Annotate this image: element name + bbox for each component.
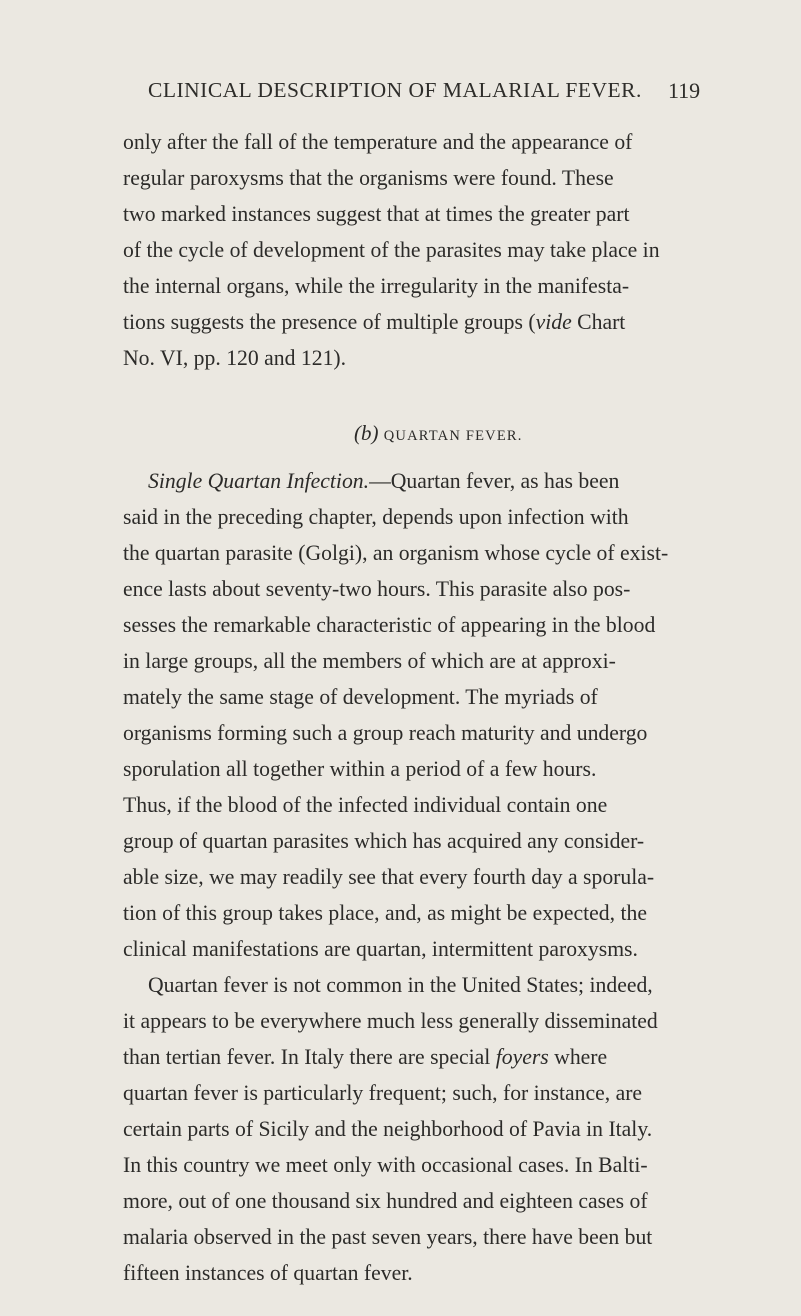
italic-lead: Single Quartan Infection. [148, 469, 370, 493]
text-segment: than tertian fever. In Italy there are special [123, 1045, 496, 1069]
text-line: In this country we meet only with occasional cases. In Balti- [123, 1153, 648, 1177]
text-line: mately the same stage of development. The myriads of [123, 685, 598, 709]
text-segment: —Quartan fever, as has been [369, 469, 620, 493]
text-line: clinical manifestations are quartan, intermittent paroxysms. [123, 937, 638, 961]
text-line: fifteen instances of quartan fever. [123, 1261, 413, 1285]
text-line: only after the fall of the temperature and the appearance of [123, 130, 633, 154]
text-line: quartan fever is particularly frequent; such, for instance, are [123, 1081, 643, 1105]
italic-text: vide [535, 310, 572, 334]
text-line: malaria observed in the past seven years, there have been but [123, 1225, 653, 1249]
text-line: sporulation all together within a period of a few hours. [123, 757, 597, 781]
running-head: CLINICAL DESCRIPTION OF MALARIAL FEVER. [148, 78, 642, 102]
text-line: Thus, if the blood of the infected individual contain one [123, 793, 608, 817]
text-line: tion of this group takes place, and, as might be expected, the [123, 901, 647, 925]
text-line [123, 1047, 607, 1069]
section-title: QUARTAN FEVER. [383, 428, 523, 444]
text-line: of the cycle of development of the parasites may take place in [123, 238, 660, 262]
text-line: No. VI, pp. 120 and 121). [123, 346, 347, 370]
text-line: the internal organs, while the irregularity in the manifesta- [123, 274, 630, 298]
text-line: group of quartan parasites which has acquired any consider- [123, 829, 645, 853]
text-line [123, 312, 625, 334]
section-letter: (b) [354, 421, 379, 445]
italic-text: foyers [495, 1045, 549, 1069]
text-line: more, out of one thousand six hundred and eighteen cases of [123, 1189, 648, 1213]
text-line [148, 471, 619, 493]
text-line: said in the preceding chapter, depends upon infection with [123, 505, 629, 529]
text-line: sesses the remarkable characteristic of appearing in the blood [123, 613, 656, 637]
text-line: able size, we may readily see that every fourth day a sporula- [123, 865, 655, 889]
text-segment: where [548, 1045, 608, 1069]
text-segment: tions suggests the presence of multiple groups ( [123, 310, 536, 334]
text-line: certain parts of Sicily and the neighborhood of Pavia in Italy. [123, 1117, 653, 1141]
text-segment: Chart [571, 310, 626, 334]
text-line: ence lasts about seventy-two hours. This parasite also pos- [123, 577, 631, 601]
text-line: two marked instances suggest that at times the greater part [123, 202, 630, 226]
page-number: 119 [668, 78, 701, 103]
text-line: Quartan fever is not common in the United States; indeed, [148, 973, 653, 997]
text-line: organisms forming such a group reach maturity and undergo [123, 721, 648, 745]
text-line: the quartan parasite (Golgi), an organism whose cycle of exist- [123, 541, 669, 565]
text-line: regular paroxysms that the organisms were found. These [123, 166, 614, 190]
section-heading [354, 423, 523, 444]
page-header [0, 78, 801, 108]
text-line: in large groups, all the members of which are at approxi- [123, 649, 616, 673]
text-line: it appears to be everywhere much less generally disseminated [123, 1009, 658, 1033]
